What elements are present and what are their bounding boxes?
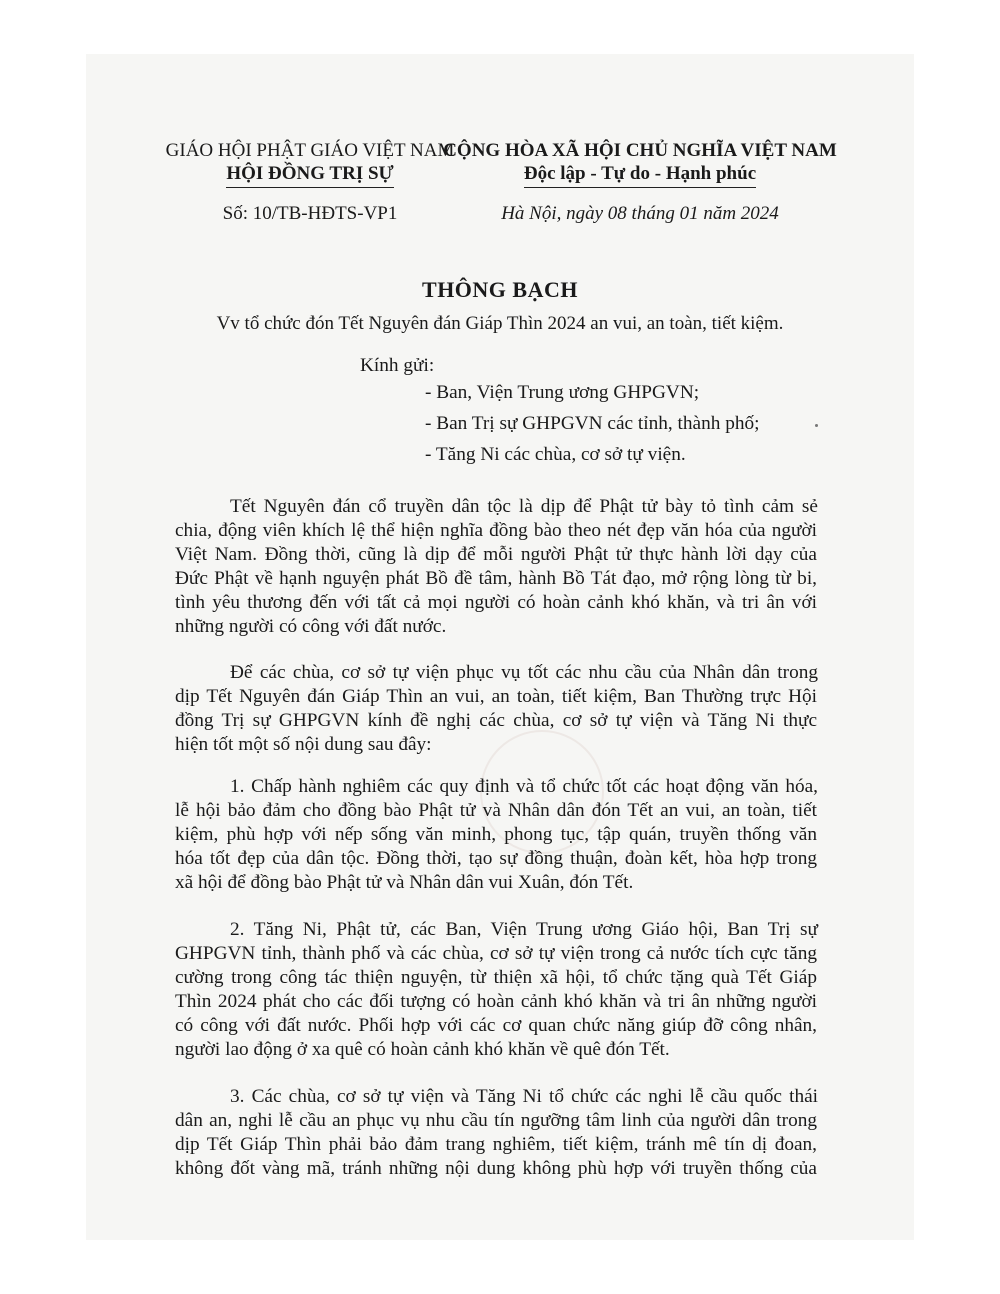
scan-speck (815, 424, 818, 427)
paragraph-line: GHPGVN tỉnh, thành phố và các chùa, cơ sở tự viện trong cả nước tích cực tăng (175, 943, 817, 964)
paragraph-line: Thìn 2024 phát cho các đối tượng có hoàn cảnh khó khăn và tri ân những người (175, 991, 817, 1012)
paragraph-line: lễ hội bảo đảm cho đồng bào Phật tử và Nhân dân đón Tết an vui, an toàn, tiết (175, 800, 817, 821)
doc-subject: Vv tổ chức đón Tết Nguyên đán Giáp Thìn 2024 an vui, an toàn, tiết kiệm. (216, 313, 784, 334)
place-date: Hà Nội, ngày 08 tháng 01 năm 2024 (501, 203, 779, 224)
recipient-item: - Tăng Ni các chùa, cơ sở tự viện. (425, 444, 686, 465)
paragraph-line: Đức Phật về hạnh nguyện phát Bồ đề tâm, hành Bồ Tát đạo, mở rộng lòng từ bi, (175, 568, 817, 589)
paragraph-line: có công với đất nước. Phối hợp với các cơ quan chức năng giúp đỡ công nhân, (175, 1015, 817, 1036)
paragraph-line: chia, động viên khích lệ thể hiện nghĩa đồng bào theo nét đẹp văn hóa của người (175, 520, 817, 541)
paragraph-line: người lao động ở xa quê có hoàn cảnh khó khăn về quê đón Tết. (175, 1039, 670, 1060)
paragraph-line: dân an, nghi lễ cầu an phục vụ nhu cầu tín ngưỡng tâm linh của người dân trong (175, 1110, 817, 1131)
paragraph-line: không đốt vàng mã, tránh những nội dung không phù hợp với truyền thống của (175, 1158, 817, 1179)
paragraph-line: những người có công với đất nước. (175, 616, 447, 637)
nation-motto (440, 162, 840, 188)
paragraph-line: dịp Tết Giáp Thìn phải bảo đảm trang nghiêm, tiết kiệm, tránh mê tín dị đoan, (175, 1134, 817, 1155)
paragraph-line: 3. Các chùa, cơ sở tự viện và Tăng Ni tổ chức các nghi lễ cầu quốc thái (230, 1086, 818, 1107)
recipients-label: Kính gửi: (360, 355, 435, 376)
doc-title: THÔNG BẠCH (422, 277, 578, 302)
paragraph-line: 2. Tăng Ni, Phật tử, các Ban, Viện Trung ương Giáo hội, Ban Trị sự (230, 919, 818, 940)
doc-number: Số: 10/TB-HĐTS-VP1 (222, 203, 398, 224)
scanned-sheet (86, 54, 914, 1240)
paragraph-line: 1. Chấp hành nghiêm các quy định và tổ chức tốt các hoạt động văn hóa, (230, 776, 818, 797)
recipient-item: - Ban Trị sự GHPGVN các tỉnh, thành phố; (425, 413, 760, 434)
paragraph-line: kiệm, phù hợp với nếp sống văn minh, phong tục, tập quán, truyền thống văn (175, 824, 817, 845)
paragraph-line: Tết Nguyên đán cổ truyền dân tộc là dịp để Phật tử bày tỏ tình cảm sẻ (230, 496, 818, 517)
paragraph-line: đồng Trị sự GHPGVN kính đề nghị các chùa, cơ sở tự viện và Tăng Ni thực (175, 710, 817, 731)
org-council-text: HỘI ĐỒNG TRỊ SỰ (226, 162, 393, 188)
paragraph-line: Việt Nam. Đồng thời, cũng là dịp để mỗi người Phật tử thực hành lời dạy của (175, 544, 817, 565)
paragraph-line: hóa tốt đẹp của dân tộc. Đồng thời, tạo sự đồng thuận, đoàn kết, hòa hợp trong (175, 848, 817, 869)
paragraph-line: dịp Tết Nguyên đán Giáp Thìn an vui, an toàn, tiết kiệm, Ban Thường trực Hội (175, 686, 817, 707)
nation-name: CỘNG HÒA XÃ HỘI CHỦ NGHĨA VIỆT NAM (443, 140, 837, 161)
org-name: GIÁO HỘI PHẬT GIÁO VIỆT NAM (165, 140, 455, 161)
paragraph-line: Để các chùa, cơ sở tự viện phục vụ tốt các nhu cầu của Nhân dân trong (230, 662, 818, 683)
paragraph-line: hiện tốt một số nội dung sau đây: (175, 734, 432, 755)
org-council (150, 162, 470, 188)
paragraph-line: cường trong công tác thiện nguyện, từ thiện xã hội, tổ chức tặng quà Tết Giáp (175, 967, 817, 988)
nation-motto-text: Độc lập - Tự do - Hạnh phúc (524, 162, 756, 188)
paragraph-line: tình yêu thương đến với tất cả mọi người có hoàn cảnh khó khăn, và tri ân với (175, 592, 817, 613)
paragraph-line: xã hội để đồng bào Phật tử và Nhân dân vui Xuân, đón Tết. (175, 872, 634, 893)
recipient-item: - Ban, Viện Trung ương GHPGVN; (425, 382, 700, 403)
